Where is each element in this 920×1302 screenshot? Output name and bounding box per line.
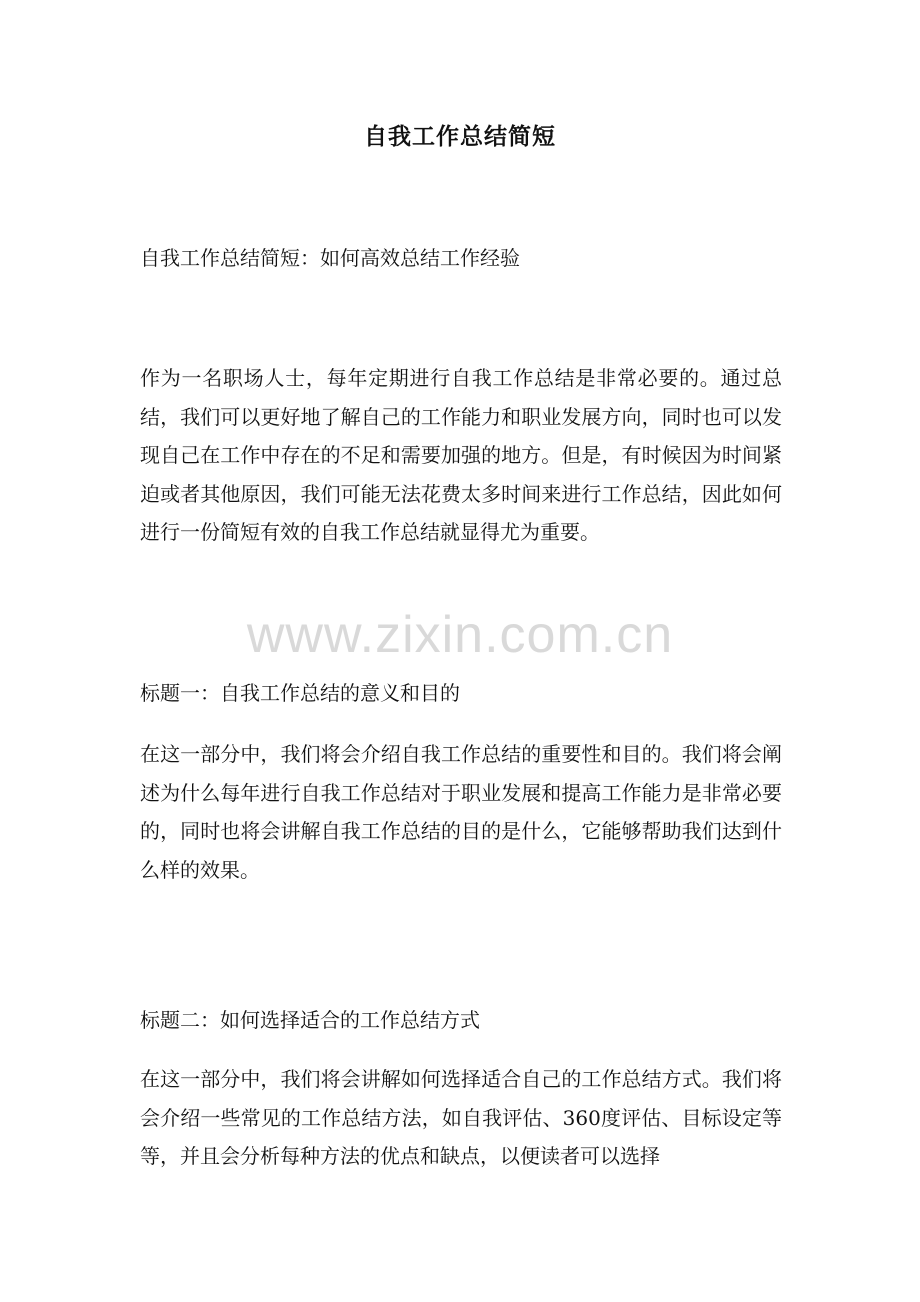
section-heading-1: 标题一：自我工作总结的意义和目的 [140,681,460,705]
document-subtitle: 自我工作总结简短：如何高效总结工作经验 [140,246,520,270]
section-body-2: 在这一部分中，我们将会讲解如何选择适合自己的工作总结方式。我们将会介绍一些常见的工作总结方法，如自我评估、360度评估、目标设定等等，并且会分析每种方法的优点和缺点，以便读者可以选择 [140,1067,782,1168]
section-body-1: 在这一部分中，我们将会介绍自我工作总结的重要性和目的。我们将会阐述为什么每年进行自我工作总结对于职业发展和提高工作能力是非常必要的，同时也将会讲解自我工作总结的目的是什么，它能够帮助我们达到什么样的效果。 [140,742,782,882]
document-title: 自我工作总结简短 [364,123,556,150]
intro-paragraph: 作为一名职场人士，每年定期进行自我工作总结是非常必要的。通过总结，我们可以更好地了解自己的工作能力和职业发展方向，同时也可以发现自己在工作中存在的不足和需要加强的地方。但是，有时候因为时间紧迫或者其他原因，我们可能无法花费太多时间来进行工作总结，因此如何进行一份简短有效的自我工作总结就显得尤为重要。 [140,366,782,544]
section-heading-2: 标题二：如何选择适合的工作总结方式 [140,1008,480,1032]
watermark-text: www.zixin.com.cn [246,606,674,664]
